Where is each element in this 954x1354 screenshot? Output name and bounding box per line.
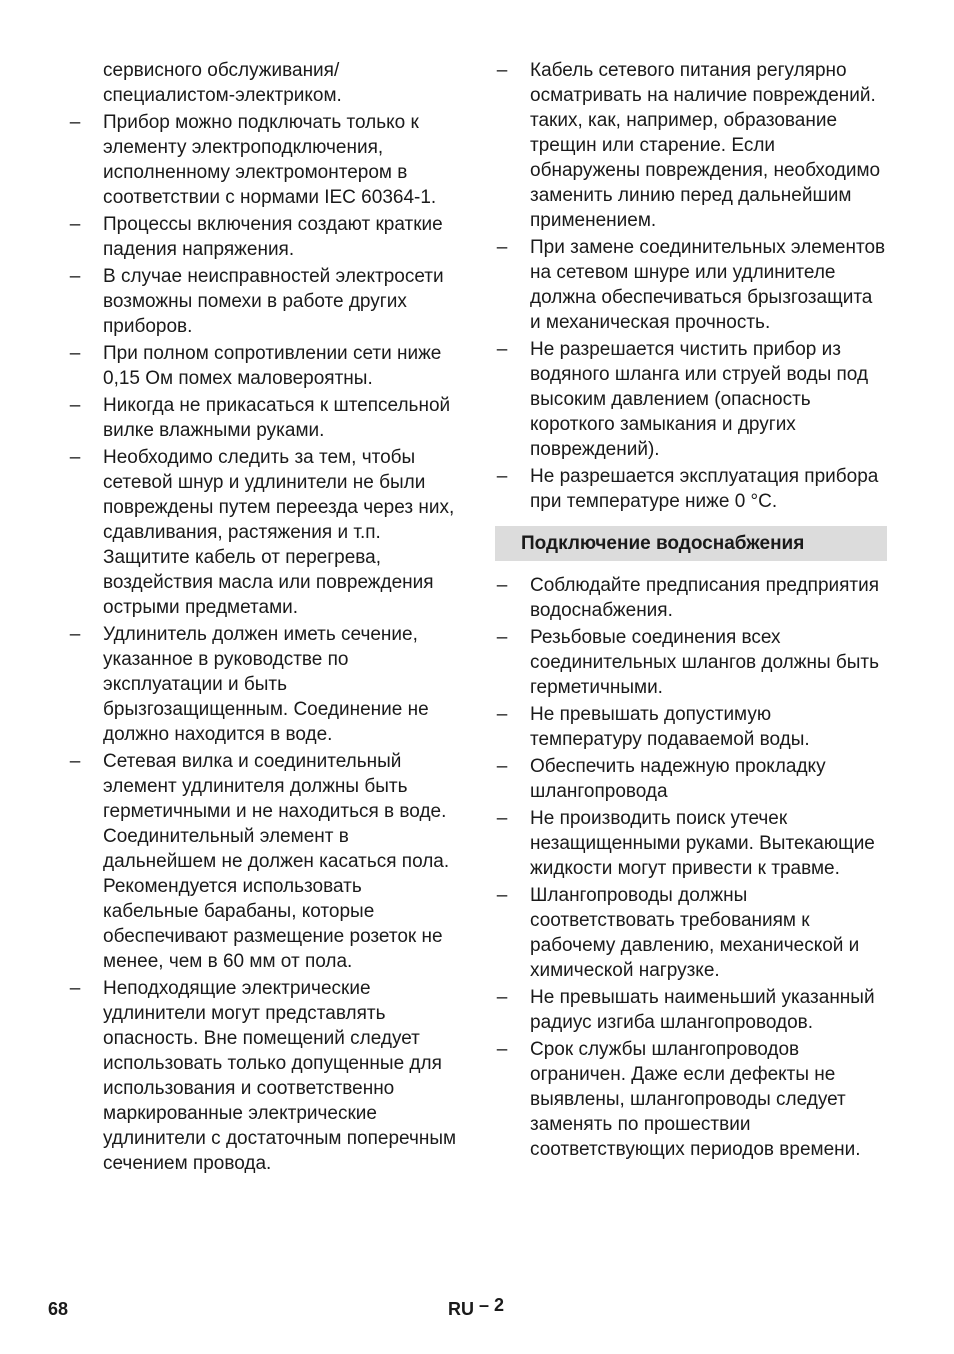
bullet-dash: – [69, 214, 81, 235]
list-item [495, 625, 887, 700]
list-item [68, 264, 460, 339]
list-item [68, 393, 460, 443]
bullet-dash: – [496, 756, 508, 777]
list-item-text: Не превышать допустимую температуру подаваемой воды. [530, 704, 810, 750]
bullet-dash: – [496, 1039, 508, 1060]
bullet-dash: – [496, 466, 508, 487]
list-item-text: Не разрешается чистить прибор из водяного шланга или струей воды под высоким давлением (опасность короткого замыкания и других повреждений). [530, 339, 869, 460]
list-item-text: Срок службы шлангопроводов ограничен. Даже если дефекты не выявлены, шлангопроводы следует заменять по прошествии соответствующих периодов времени. [530, 1039, 861, 1160]
list-item [495, 985, 887, 1035]
list-item [68, 445, 460, 620]
list-item-text: При замене соединительных элементов на сетевом шнуре или удлинителе должна обеспечиваться брызгозащита и механическая прочность. [530, 237, 886, 333]
list-item [495, 1037, 887, 1162]
list-item-text: Кабель сетевого питания регулярно осматривать на наличие повреждений. таких, как, например, образование трещин или старение. Если обнаружены повреждения, необходимо заменить линию перед дальнейшим применением. [530, 60, 881, 231]
list-item-text: Обеспечить надежную прокладку шлангопровода [530, 756, 826, 802]
list-item-text: Шлангопроводы должны соответствовать требованиям к рабочему давлению, механической и химической нагрузке. [530, 885, 860, 981]
list-item [68, 110, 460, 210]
bullet-dash: – [496, 237, 508, 258]
list-item-text: Процессы включения создают краткие падения напряжения. [103, 214, 443, 260]
bullet-dash: – [496, 60, 508, 81]
bullet-dash: – [69, 751, 81, 772]
right-bullet-list-bottom [495, 573, 887, 1162]
bullet-dash: – [496, 808, 508, 829]
list-item-text: В случае неисправностей электросети возможны помехи в работе других приборов. [103, 266, 444, 337]
list-item [68, 212, 460, 262]
right-bullet-list-top [495, 58, 887, 514]
list-item [495, 573, 887, 623]
list-item-text: Не превышать наименьший указанный радиус изгиба шлангопроводов. [530, 987, 875, 1033]
bullet-dash: – [496, 575, 508, 596]
list-item-text: Удлинитель должен иметь сечение, указанное в руководстве по эксплуатации и быть брызгозащищенным. Соединение не должно находится в воде. [103, 624, 429, 745]
bullet-dash: – [69, 978, 81, 999]
list-item [68, 341, 460, 391]
language-code: RU [448, 1299, 474, 1319]
list-item [495, 58, 887, 233]
bullet-dash: – [496, 987, 508, 1008]
list-item-text: Прибор можно подключать только к элементу электроподключения, исполненному электромонтером в соответствии с нормами IEC 60364-1. [103, 112, 437, 208]
list-item-text: Не производить поиск утечек незащищенными руками. Вытекающие жидкости могут привести к травме. [530, 808, 875, 879]
page-language-label [448, 1297, 504, 1321]
bullet-dash: – [69, 395, 81, 416]
list-item [495, 464, 887, 514]
list-item [68, 749, 460, 974]
bullet-dash: – [69, 343, 81, 364]
right-column [495, 58, 887, 1164]
section-heading-water-connection: Подключение водоснабжения [495, 526, 887, 561]
list-item [495, 235, 887, 335]
bullet-dash: – [69, 112, 81, 133]
list-item-text: Резьбовые соединения всех соединительных шлангов должны быть герметичными. [530, 627, 880, 698]
list-item-text: Не разрешается эксплуатация прибора при температуре ниже 0 °C. [530, 466, 879, 512]
list-item-text: Сетевая вилка и соединительный элемент удлинителя должны быть герметичными и не находиться в воде. Соединительный элемент в дальнейшем не должен касаться пола. Рекомендуется использовать кабельные барабаны, которые обеспечивают размещение розеток не менее, чем в 60 мм от пола. [103, 751, 450, 972]
sub-page-number: – 2 [479, 1295, 505, 1315]
bullet-dash: – [496, 704, 508, 725]
list-item [495, 337, 887, 462]
bullet-dash: – [69, 447, 81, 468]
list-item [68, 622, 460, 747]
list-item-text: Соблюдайте предписания предприятия водоснабжения. [530, 575, 880, 621]
left-bullet-list [68, 110, 460, 1176]
list-item-text: При полном сопротивлении сети ниже 0,15 Ом помех маловероятны. [103, 343, 442, 389]
list-item [495, 883, 887, 983]
bullet-dash: – [496, 339, 508, 360]
list-item-text: Неподходящие электрические удлинители могут представлять опасность. Вне помещений следует использовать только допущенные для использования и соответственно маркированные электрические удлинители с достаточным поперечным сечением провода. [103, 978, 457, 1174]
list-item [495, 702, 887, 752]
bullet-dash: – [496, 627, 508, 648]
page-number: 68 [48, 1299, 69, 1319]
left-column [68, 58, 460, 1178]
list-item [495, 754, 887, 804]
bullet-dash: – [69, 266, 81, 287]
list-item-text: Необходимо следить за тем, чтобы сетевой шнур и удлинители не были повреждены путем переезда через них, сдавливания, растяжения и т.п. Защитите кабель от перегрева, воздействия масла или повреждения острыми предметами. [103, 447, 455, 618]
list-item-text: Никогда не прикасаться к штепсельной вилке влажными руками. [103, 395, 451, 441]
list-item [495, 806, 887, 881]
bullet-dash: – [496, 885, 508, 906]
continuation-text: сервисного обслуживания/ специалистом-электриком. [103, 60, 342, 106]
bullet-dash: – [69, 624, 81, 645]
list-item [68, 976, 460, 1176]
